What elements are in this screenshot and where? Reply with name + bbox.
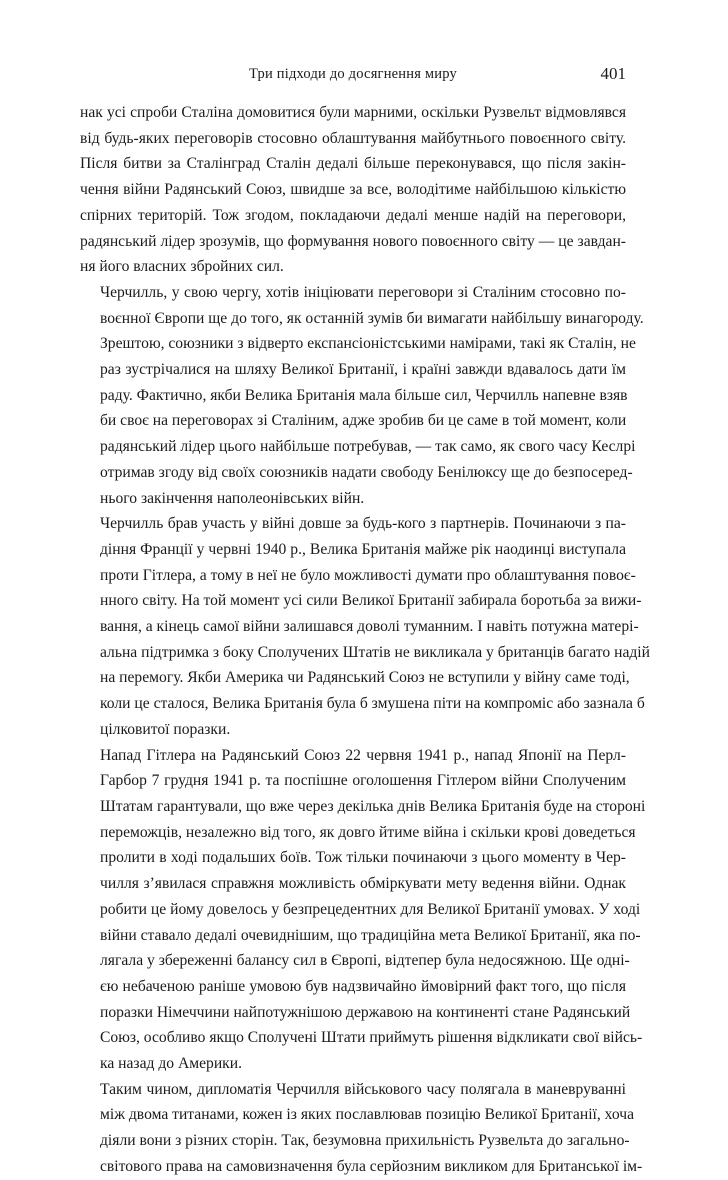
text-line: пролити в ході подальших боїв. Тож тільки починаючи з цього моменту в Чер- bbox=[100, 849, 626, 867]
text-line: чилля з’явилася справжня можливість обміркувати мету ведення війни. Однак bbox=[100, 875, 626, 893]
text-line: би своє на переговорах зі Сталіним, адже зробив би це саме в той момент, коли bbox=[100, 412, 627, 430]
text-line: раду. Фактично, якби Велика Британія мала більше сил, Черчилль напевне взяв bbox=[100, 386, 628, 404]
text-line: діння Франції у червні 1940 р., Велика Британія майже рік наодинці виступала bbox=[100, 540, 626, 558]
text-line: отримав згоду від своїх союзників надати свободу Бенілюксу ще до безпосеред- bbox=[100, 463, 633, 481]
text-line: коли це сталося, Велика Британія була б змушена піти на компроміс або зазнала б bbox=[100, 695, 645, 713]
text-line: ка назад до Америки. bbox=[100, 1055, 242, 1073]
text-line: на перемогу. Якби Америка чи Радянський Союз не вступили у війну саме тоді, bbox=[100, 669, 630, 687]
text-line: лягала у збереженні балансу сил в Європі, відтепер була недосяжною. Ще одні- bbox=[100, 952, 630, 970]
paragraph bbox=[80, 280, 644, 511]
text-line: Черчилль брав участь у війні довше за будь-кого з партнерів. Починаючи з па- bbox=[100, 515, 626, 533]
text-line: війни ставало дедалі очевиднішим, що традиційна мета Великої Британії, яка по- bbox=[100, 926, 641, 944]
text-line: між двома титанами, кожен із яких пославлював позицію Великої Британії, хоча bbox=[100, 1106, 635, 1124]
text-line: раз зустрічалися на шляху Великої Британії, і країні завжди вдавалось дати їм bbox=[100, 361, 626, 379]
text-line: світового права на самовизначення була серйозним викликом для Британської ім- bbox=[100, 1157, 643, 1175]
text-line: воєнної Європи ще до того, як останній зумів би вимагати найбільшу винагороду. bbox=[100, 309, 644, 327]
text-line: Таким чином, дипломатія Черчилля військового часу полягала в маневруванні bbox=[100, 1080, 626, 1098]
running-title: Три підходи до досягнення миру bbox=[249, 66, 457, 82]
text-line: радянський лідер зрозумів, що формування нового повоєнного світу — це завдан- bbox=[80, 232, 626, 250]
text-line: від будь-яких переговорів стосовно облаштування майбутнього повоєнного світу. bbox=[80, 129, 626, 147]
text-line: поразки Німеччини найпотужнішою державою на континенті стане Радянський bbox=[100, 1003, 631, 1021]
text-line: Черчилль, у свою чергу, хотів ініціювати переговори зі Сталіним стосовно по- bbox=[100, 283, 626, 301]
text-line: нного світу. На той момент усі сили Великої Британії забирала боротьба за вижи- bbox=[100, 592, 642, 610]
paragraph bbox=[80, 100, 626, 280]
page-number: 401 bbox=[600, 64, 626, 83]
text-line: Гарбор 7 грудня 1941 р. та поспішне оголошення Гітлером війни Сполученим bbox=[100, 772, 626, 790]
text-line: ня його власних збройних сил. bbox=[80, 258, 284, 276]
text-line: єю небаченою раніше умовою був надзвичайно ймовірний факт того, що після bbox=[100, 977, 626, 995]
text-line: Союз, особливо якщо Сполучені Штати приймуть рішення відкликати свої війсь- bbox=[100, 1029, 643, 1047]
text-line: нього закінчення наполеонівських війн. bbox=[100, 489, 365, 507]
text-line: Зрештою, союзники з відверто експансіоністськими намірами, такі як Сталін, не bbox=[100, 335, 636, 353]
text-line: Напад Гітлера на Радянський Союз 22 червня 1941 р., напад Японії на Перл- bbox=[100, 746, 626, 764]
text-line: радянський лідер цього найбільше потребував, — так само, як свого часу Кеслрі bbox=[100, 438, 636, 456]
text-line: Після битви за Сталінград Сталін дедалі більше переконувався, що після закін- bbox=[80, 155, 626, 173]
body-text bbox=[80, 100, 650, 1180]
paragraph bbox=[80, 743, 646, 1077]
text-line: спірних територій. Тож згодом, покладаючи дедалі менше надій на переговори, bbox=[80, 206, 626, 224]
text-line: проти Гітлера, а тому в неї не було можливості думати про облаштування повоє- bbox=[100, 566, 636, 584]
text-line: чення війни Радянський Союз, швидше за все, володітиме найбільшою кількістю bbox=[80, 181, 626, 199]
page-header bbox=[80, 66, 626, 90]
text-line: переможців, незалежно від того, як довго йтиме війна і скільки крові доведеться bbox=[100, 823, 636, 841]
text-line: діяли вони з різних сторін. Так, безумовна прихильність Рузвельта до загально- bbox=[100, 1132, 630, 1150]
text-line: нак усі спроби Сталіна домовитися були марними, оскільки Рузвельт відмовлявся bbox=[80, 104, 626, 121]
text-line: вання, а кінець самої війни залишався доволі туманним. І навіть потужна матері- bbox=[100, 618, 639, 636]
paragraph bbox=[80, 1077, 643, 1180]
text-line: цілковитої поразки. bbox=[100, 720, 231, 738]
text-line: альна підтримка з боку Сполучених Штатів не викликала у британців багато надій bbox=[100, 643, 650, 661]
paragraph bbox=[80, 511, 650, 742]
text-line: робити це йому довелось у безпрецедентних для Великої Британії умовах. У ході bbox=[100, 900, 641, 918]
text-line: Штатам гарантували, що вже через декілька днів Велика Британія буде на стороні bbox=[100, 797, 646, 815]
